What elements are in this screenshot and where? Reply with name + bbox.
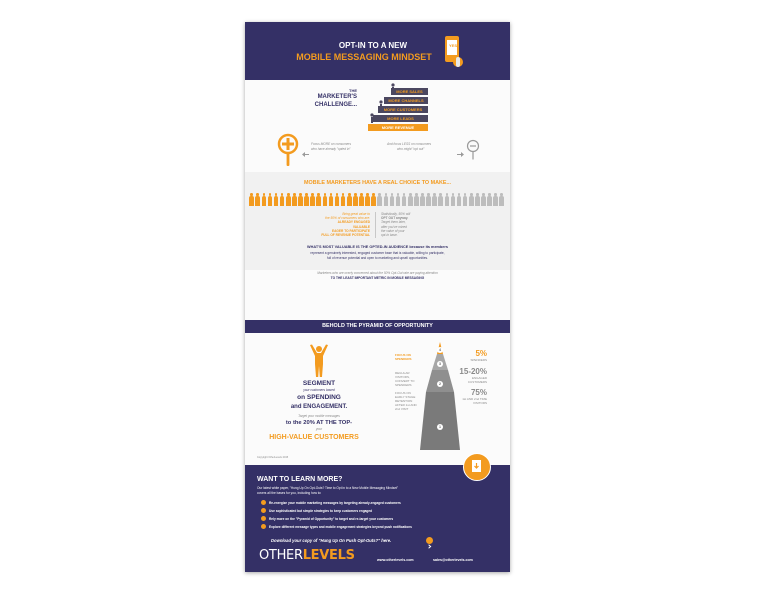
footer-bullet-text: Rely more on the "Pyramid of Opportunity" to target and re-target your customers	[269, 516, 394, 521]
person-icon	[463, 193, 468, 206]
choice-heading: MOBILE MARKETERS HAVE A REAL CHOICE TO MAKE...	[304, 180, 451, 186]
person-icon	[469, 193, 474, 206]
person-icon	[389, 193, 394, 206]
segment-word: SEGMENT	[302, 380, 336, 387]
pyramid-tier-number: 1	[438, 424, 442, 429]
download-arrow-icon[interactable]	[426, 537, 433, 544]
header-title-line2: MOBILE MESSAGING MINDSET	[296, 52, 432, 62]
valuable-body-line2: full of revenue potential and open to marketing and upsell opportunities.	[326, 256, 428, 260]
stair-step: MORE LEADS	[373, 115, 428, 122]
metric-line2: TO THE LEAST IMPORTANT METRIC IN MOBILE MESSAGING	[330, 276, 425, 280]
logo-other: OTHER	[259, 548, 303, 563]
stair-step: MORE CUSTOMERS	[378, 106, 428, 113]
person-icon	[341, 193, 346, 206]
pyramid-tier-number: 2	[438, 381, 442, 386]
footer-bullet-item	[261, 516, 506, 523]
header-title-line1: OPT-IN TO A NEW	[338, 41, 408, 50]
regular-visitors-label: REGULAR VISITORS, CONVERT TO SPENDERS	[395, 371, 415, 387]
footer-intro-line2: covers all the bases for you, including how to:	[257, 491, 322, 495]
people-row	[249, 193, 506, 207]
stair-step: MORE SALES	[391, 88, 428, 95]
person-icon	[261, 193, 266, 206]
climbing-figures	[369, 82, 409, 126]
person-icon	[365, 193, 370, 206]
choice-right-line: OPT OUT anyway.	[381, 216, 409, 221]
person-icon	[414, 193, 419, 206]
bullet-icon	[261, 524, 266, 529]
target-line2: to the 20% AT THE TOP-	[285, 420, 353, 426]
copyright: Copyright OtherLevels 2015	[257, 456, 289, 459]
choice-left-line: ALREADY ENGAGED	[337, 220, 370, 225]
stat-engaged-value: 15-20%	[459, 367, 487, 376]
target-line1: Target your mobile messages	[298, 414, 340, 418]
email-link[interactable]: sales@otherlevels.com	[433, 558, 473, 562]
footer-intro-line1: Our latest white paper, "Hung Up On Opt-Outs? Time to Opt in to a New Mobile Messaging Mindset"	[257, 486, 399, 490]
person-icon	[426, 193, 431, 206]
challenge-heading-line2: MARKETER'S	[317, 94, 357, 100]
person-icon	[316, 193, 321, 206]
pyramid-banner-text: BEHOLD THE PYRAMID OF OPPORTUNITY	[322, 323, 433, 329]
infographic	[245, 22, 510, 572]
person-icon	[420, 193, 425, 206]
person-icon	[292, 193, 297, 206]
website-link[interactable]: www.otherlevels.com	[377, 558, 414, 562]
stat-spenders-label: SPENDERS	[470, 358, 487, 362]
bullet-icon	[261, 500, 266, 505]
pyramid-tier-number: 4	[438, 347, 442, 352]
person-icon	[395, 193, 400, 206]
phone-yes-icon	[444, 35, 464, 69]
arrow-left-icon	[302, 144, 309, 149]
person-icon	[334, 193, 339, 206]
person-icon	[432, 193, 437, 206]
choice-left-line: EAGER TO PARTICIPATE	[331, 228, 370, 233]
stair-step: MORE CHANNELS	[384, 97, 428, 104]
person-icon	[444, 193, 449, 206]
focus-less-line1: And focus LESS on consumers	[387, 142, 432, 146]
high-value-customers: HIGH-VALUE CUSTOMERS	[269, 434, 359, 441]
choice-right-line: Statistically, 50% will	[381, 212, 411, 216]
person-icon	[359, 193, 364, 206]
stat-visitors-label: 1st AND 2nd TIME VISITORS	[462, 397, 487, 405]
focus-more-line1: Focus MORE on consumers	[311, 142, 352, 146]
choice-right-copy	[381, 212, 491, 237]
person-icon	[298, 193, 303, 206]
learn-heading: WANT TO LEARN MORE?	[257, 476, 343, 483]
person-icon	[310, 193, 315, 206]
person-icon	[273, 193, 278, 206]
person-icon	[371, 193, 376, 206]
choice-left-line: Bring great value to	[342, 212, 370, 216]
choice-divider	[375, 212, 376, 238]
logo-levels: LEVELS	[302, 548, 355, 563]
footer-bullet-item	[261, 500, 506, 507]
minus-magnifier-icon	[466, 139, 480, 161]
person-icon	[438, 193, 443, 206]
person-icon	[456, 193, 461, 206]
person-icon	[377, 193, 382, 206]
choice-right-line: opt-in base.	[381, 233, 398, 238]
person-icon	[475, 193, 480, 206]
person-icon	[280, 193, 285, 206]
stat-engaged-label: ENGAGED CUSTOMERS	[467, 376, 487, 384]
bullet-icon	[261, 508, 266, 513]
choice-left-copy	[255, 212, 370, 237]
arrow-right-icon	[457, 144, 464, 149]
segment-line3: and ENGAGEMENT.	[290, 404, 348, 410]
target-line3: your	[315, 427, 323, 431]
early-stage-label: FOCUS ON EARLY STAGE RETENTION AFTER 1st AND 2nd VISIT	[395, 391, 417, 411]
challenge-heading-line3: CHALLENGE...	[314, 102, 357, 108]
footer-bullet-item	[261, 508, 506, 515]
person-icon	[328, 193, 333, 206]
segment-line2: on SPENDING	[297, 394, 341, 401]
person-icon	[499, 193, 504, 206]
choice-left-line: FULL OF REVENUE POTENTIAL	[321, 233, 370, 238]
person-icon	[347, 193, 352, 206]
choice-left-line: VALUABLE	[352, 224, 370, 229]
valuable-heading: WHAT'S MOST VALUABLE IS THE OPTED-IN AUDIENCE because its members	[307, 245, 448, 249]
download-link[interactable]: Download your copy of "Hung Up On Push Opt-Outs?" here.	[271, 538, 392, 543]
focus-more-line2: who have already "opted in"	[311, 147, 351, 151]
choice-right-line: the value of your	[381, 228, 405, 233]
download-icon[interactable]	[463, 453, 491, 481]
stair-step: MORE REVENUE	[368, 124, 428, 131]
plus-magnifier-icon	[277, 133, 299, 167]
focus-spenders-label: FOCUS ON SPENDERS	[395, 353, 412, 361]
bullet-icon	[261, 516, 266, 521]
person-icon	[408, 193, 413, 206]
stat-spenders-value: 5%	[475, 349, 487, 358]
otherlevels-logo	[259, 548, 369, 564]
focus-less-line2: who might "opt out"	[397, 147, 425, 151]
person-icon	[383, 193, 388, 206]
person-icon	[450, 193, 455, 206]
person-icon	[249, 193, 254, 206]
valuable-body-line1: represent a genuinely interested, engaged customer base that is valuable, willing to participate,	[310, 251, 445, 255]
footer-bullet-text: Explore different message types and mobile engagement strategies beyond push notifications	[269, 524, 412, 529]
phone-yes-label: YES	[448, 43, 457, 48]
person-icon	[493, 193, 498, 206]
person-icon	[402, 193, 407, 206]
footer-bullet-text: Use sophisticated but simple strategies to keep customers engaged	[269, 508, 373, 513]
choice-right-line: after you've mined	[381, 224, 407, 229]
person-icon	[322, 193, 327, 206]
raised-arms-person-icon	[307, 344, 331, 378]
header-band	[245, 22, 510, 80]
person-icon	[487, 193, 492, 206]
metric-line1: Marketers who are overly concerned about the 50% Opt-Out rate are paying attention	[317, 271, 438, 275]
choice-left-line: the 50% of consumers who are:	[325, 216, 370, 221]
person-icon	[353, 193, 358, 206]
person-icon	[267, 193, 272, 206]
challenge-heading-line1: THE	[349, 88, 357, 93]
pyramid-tier-number: 3	[438, 361, 442, 366]
stat-visitors-value: 75%	[470, 388, 487, 397]
choice-right-line: Target them later,	[381, 220, 406, 225]
footer-bullet-text: Re-energize your mobile marketing messages by targeting already-engaged customers	[269, 500, 401, 505]
person-icon	[304, 193, 309, 206]
person-icon	[481, 193, 486, 206]
person-icon	[286, 193, 291, 206]
person-icon	[255, 193, 260, 206]
footer-bullet-item	[261, 524, 506, 531]
segment-line1: your customers based	[303, 388, 335, 392]
